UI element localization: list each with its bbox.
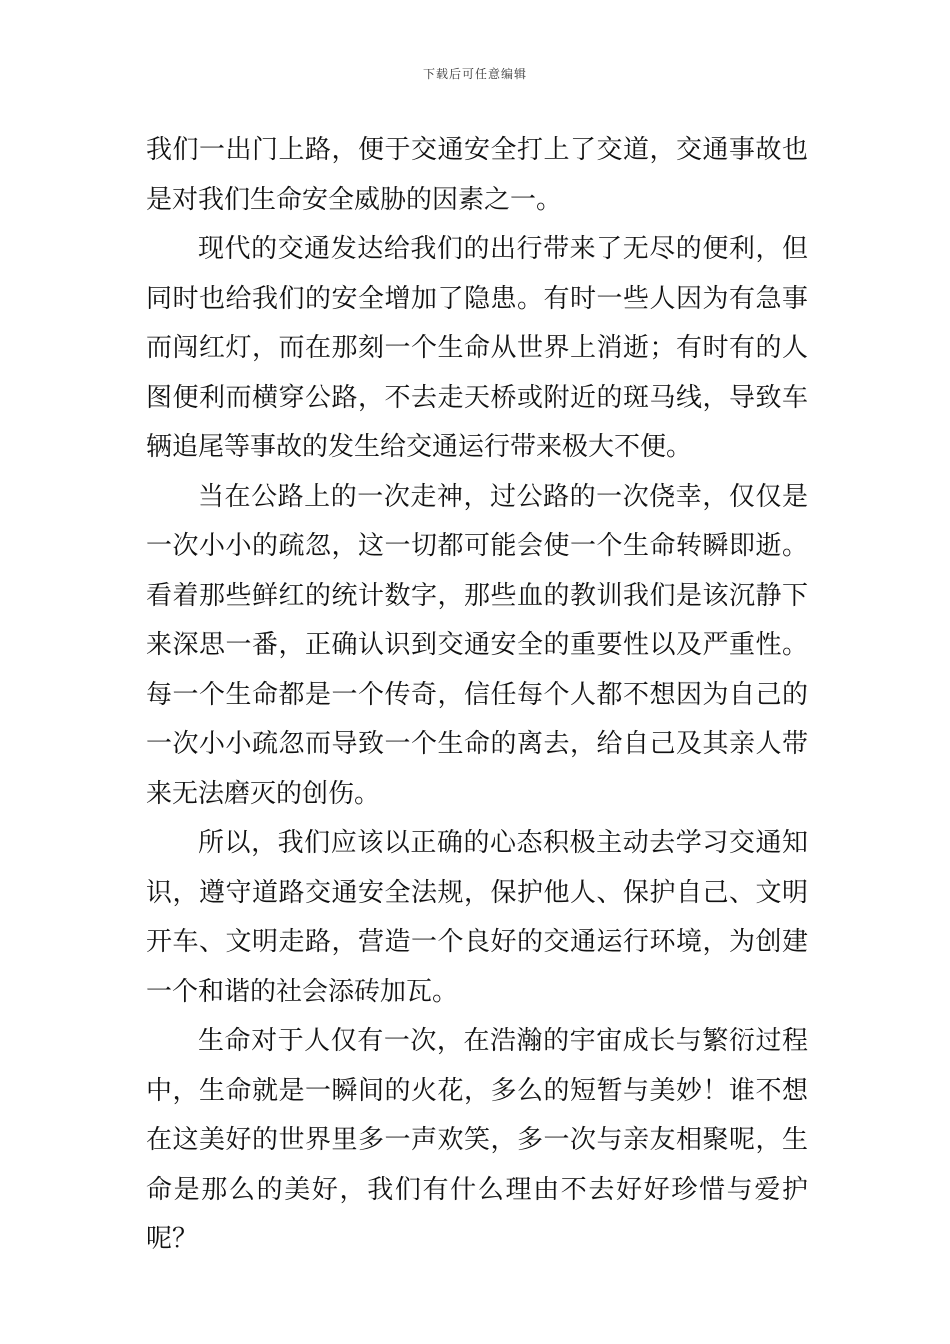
header-note: 下载后可任意编辑 (422, 67, 527, 81)
document-body (146, 126, 808, 1265)
paragraph-5: 生命对于人仅有一次，在浩瀚的宇宙成长与繁衍过程中，生命就是一瞬间的火花，多么的短暂与美妙！谁不想在这美好的世界里多一声欢笑，多一次与亲友相聚呢，生命是那么的美好，我们有什么理由不去好好珍惜与爱护呢？ (146, 1026, 808, 1254)
paragraph-4: 所以，我们应该以正确的心态积极主动去学习交通知识，遵守道路交通安全法规，保护他人、保护自己、文明开车、文明走路，营造一个良好的交通运行环境，为创建一个和谐的社会添砖加瓦。 (146, 828, 808, 1007)
paragraph-2: 现代的交通发达给我们的出行带来了无尽的便利，但同时也给我们的安全增加了隐患。有时一些人因为有急事而闯红灯，而在那刻一个生命从世界上消逝；有时有的人图便利而横穿公路，不去走天桥或附近的斑马线，导致车辆追尾等事故的发生给交通运行带来极大不便。 (146, 234, 808, 462)
paragraph-1: 我们一出门上路，便于交通安全打上了交道，交通事故也是对我们生命安全威胁的因素之一。 (146, 135, 808, 215)
paragraph-3: 当在公路上的一次走神，过公路的一次侥幸，仅仅是一次小小的疏忽，这一切都可能会使一个生命转瞬即逝。看着那些鲜红的统计数字，那些血的教训我们是该沉静下来深思一番，正确认识到交通安全的重要性以及严重性。每一个生命都是一个传奇，信任每个人都不想因为自己的一次小小疏忽而导致一个生命的离去，给自己及其亲人带来无法磨灭的创伤。 (146, 481, 808, 809)
